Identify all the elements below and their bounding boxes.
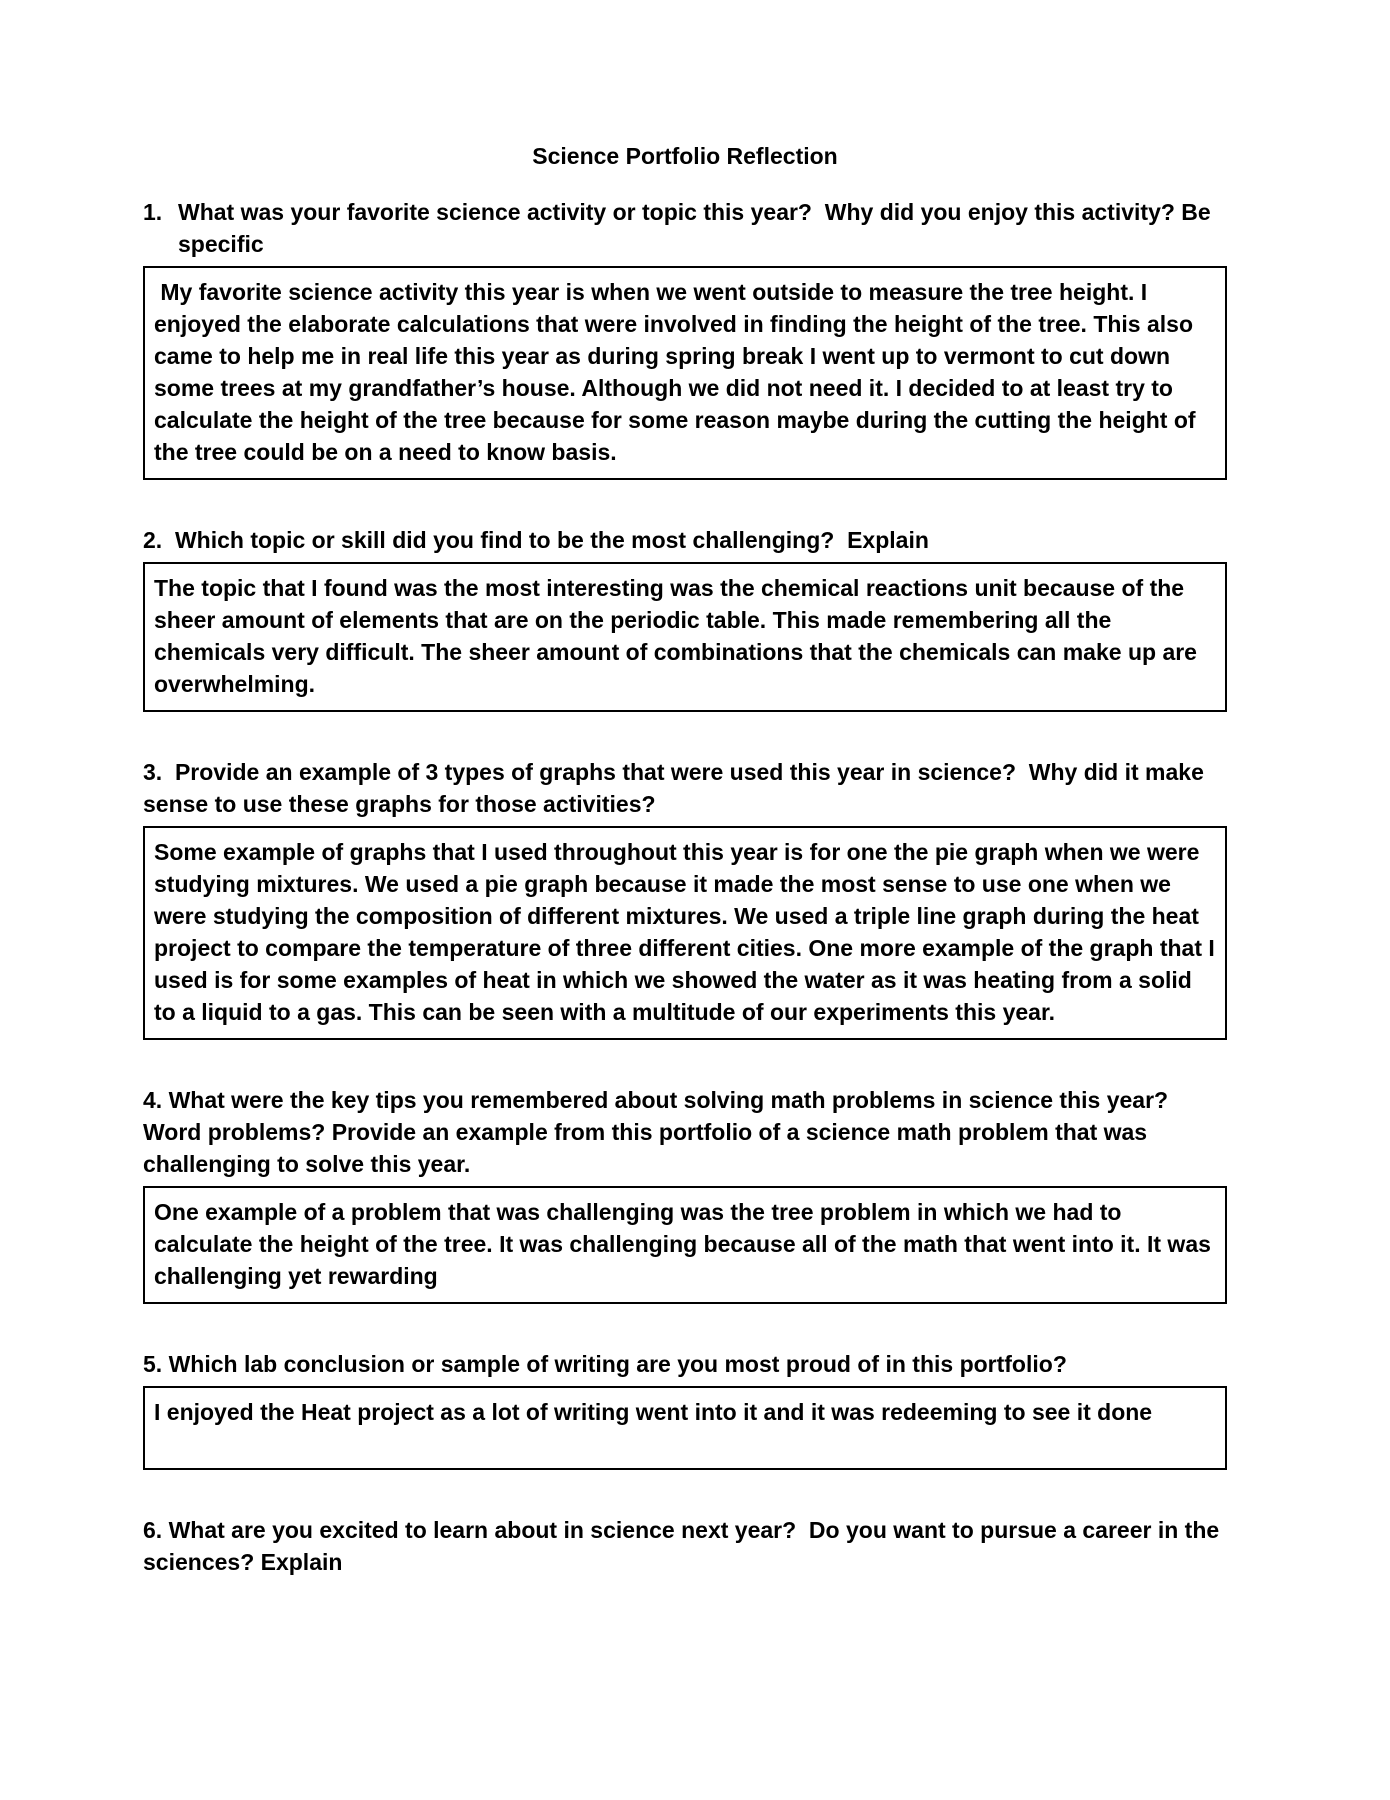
answer-box-3: [143, 826, 1227, 1040]
answer-box-4: [143, 1186, 1227, 1304]
page-title: Science Portfolio Reflection: [532, 143, 838, 169]
answer-box-5: [143, 1386, 1227, 1470]
question-3: 3. Provide an example of 3 types of graphs that were used this year in science? Why did it make sense to use these graphs for those activities?: [143, 759, 1211, 817]
answer-text-2: The topic that I found was the most interesting was the chemical reactions unit because of the sheer amount of elements that are on the periodic table. This made remembering all the chemicals very difficult. The sheer amount of combinations that the chemicals can make up are overwhelming.: [154, 575, 1204, 697]
answer-text-4: One example of a problem that was challenging was the tree problem in which we had to calculate the height of the tree. It was challenging because all of the math that went into it. It was challenging yet rewarding: [154, 1199, 1218, 1289]
question-1: [143, 196, 1227, 260]
question-4: 4. What were the key tips you remembered about solving math problems in science this year? Word problems? Provide an example from this portfolio of a science math problem that was challenging to solve this year.: [143, 1087, 1181, 1177]
answer-text-1: My favorite science activity this year is when we went outside to measure the tree height. I enjoyed the elaborate calculations that were involved in finding the height of the tree. This also came to help me in real life this year as during spring break I went up to vermont to cut down some trees at my grandfather’s house. Although we did not need it. I decided to at least try to calculate the height of the tree because for some reason maybe during the cutting the height of the tree could be on a need to know basis.: [154, 279, 1202, 465]
answer-box-2: [143, 562, 1227, 712]
question-2: 2. Which topic or skill did you find to be the most challenging? Explain: [143, 527, 929, 553]
question-6: 6. What are you excited to learn about in science next year? Do you want to pursue a career in the sciences? Explain: [143, 1517, 1226, 1575]
answer-text-3: Some example of graphs that I used throughout this year is for one the pie graph when we were studying mixtures. We used a pie graph because it made the most sense to use one when we were studying the composition of different mixtures. We used a triple line graph during the heat project to compare the temperature of three different cities. One more example of the graph that I used is for some examples of heat in which we showed the water as it was heating from a solid to a liquid to a gas. This can be seen with a multitude of our experiments this year.: [154, 839, 1222, 1025]
question-5: 5. Which lab conclusion or sample of writing are you most proud of in this portfolio?: [143, 1351, 1067, 1377]
answer-text-5: I enjoyed the Heat project as a lot of writing went into it and it was redeeming to see it done: [154, 1399, 1153, 1425]
answer-box-1: [143, 266, 1227, 480]
question-1-text: What was your favorite science activity or topic this year? Why did you enjoy this activity? Be specific: [178, 199, 1218, 257]
question-1-number: 1.: [143, 199, 163, 225]
